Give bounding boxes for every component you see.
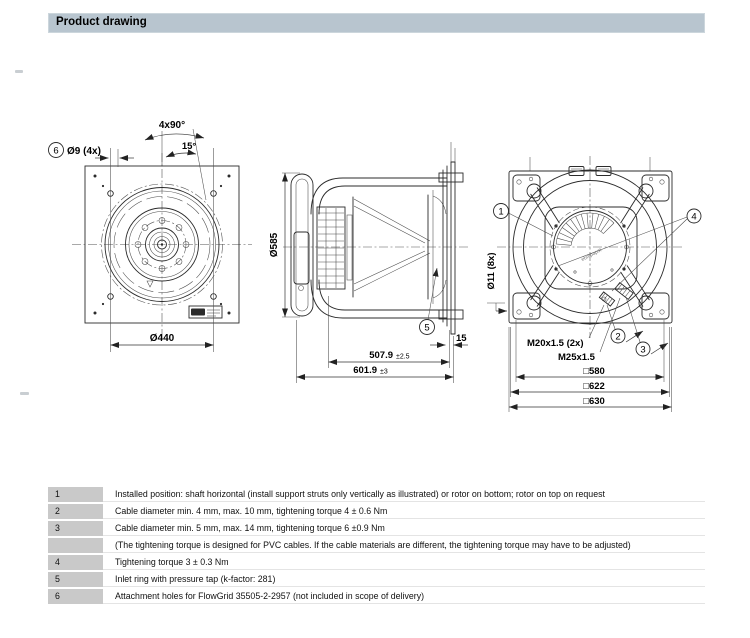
- svg-text:1: 1: [498, 206, 504, 218]
- note-number: 3: [48, 521, 103, 536]
- table-row: [48, 555, 705, 572]
- note-text: Attachment holes for FlowGrid 35505-2-2957 (not included in scope of delivery): [115, 591, 425, 601]
- cable-glands: [599, 283, 633, 306]
- table-row: [48, 538, 705, 555]
- table-row: [48, 521, 705, 538]
- callout-5: [420, 320, 435, 335]
- front-view: [49, 120, 253, 352]
- front-holes-label: Ø9 (4x): [67, 146, 101, 157]
- note-text: Installed position: shaft horizontal (install support struts only vertically as illustrated) or rotor on bottom; rotor on top on request: [115, 489, 605, 499]
- side-depth-dim: 507.9: [369, 350, 393, 361]
- svg-text:6: 6: [53, 145, 59, 157]
- svg-text:4: 4: [691, 211, 697, 223]
- table-row: [48, 487, 705, 504]
- table-row: [48, 504, 705, 521]
- svg-text:2: 2: [615, 331, 621, 343]
- note-number: 6: [48, 589, 103, 604]
- callout-4: [687, 209, 701, 223]
- table-row: [48, 572, 705, 589]
- note-number: 1: [48, 487, 103, 502]
- gland1-label: M20x1.5 (2x): [527, 338, 584, 349]
- note-text: Cable diameter min. 4 mm, max. 10 mm, tightening torque 4 ± 0.6 Nm: [115, 506, 388, 516]
- note-number: 5: [48, 572, 103, 587]
- front-angle-dim: 15°: [181, 141, 197, 152]
- note-text: Cable diameter min. 5 mm, max. 14 mm, tightening torque 6 ±0.9 Nm: [115, 523, 385, 533]
- callout-3: [636, 342, 650, 356]
- note-text: Tightening torque 3 ± 0.3 Nm: [115, 557, 229, 567]
- side-offset-dim: 15: [456, 333, 467, 344]
- note-number: 4: [48, 555, 103, 570]
- note-text: (The tightening torque is designed for PVC cables. If the cable materials are different, the tightening torque may have to be adjusted): [115, 540, 631, 550]
- rear-view: [486, 156, 701, 412]
- note-text: Inlet ring with pressure tap (k-factor: 281): [115, 574, 276, 584]
- svg-text:5: 5: [424, 322, 430, 334]
- callout-6: [49, 143, 64, 158]
- side-total-depth-dim: 601.9: [353, 365, 377, 376]
- note-number: 2: [48, 504, 103, 519]
- section-title: Product drawing: [48, 13, 705, 33]
- rotor-fins: [556, 213, 614, 245]
- side-view: [269, 142, 470, 383]
- svg-text:3: 3: [640, 344, 646, 356]
- rear-dim-580: □580: [583, 366, 605, 377]
- rear-dim-622: □622: [583, 381, 605, 392]
- side-total-depth-tol: ±3: [380, 368, 388, 376]
- brand-text: ebmpapst: [580, 247, 603, 263]
- notes-table: [48, 487, 705, 606]
- side-depth-tol: ±2.5: [396, 353, 410, 361]
- front-hole-pattern-dim: 4x90°: [158, 120, 186, 131]
- rear-holes-label: Ø11 (8x): [486, 252, 497, 290]
- front-bolt-circle-dim: Ø440: [149, 333, 175, 344]
- side-impeller-dim: Ø585: [269, 232, 280, 258]
- rear-dim-630: □630: [583, 396, 605, 407]
- callout-2: [611, 329, 625, 343]
- callout-1: [494, 204, 509, 219]
- table-row: [48, 589, 705, 606]
- logo-label: [189, 306, 222, 318]
- gland2-label: M25x1.5: [558, 352, 595, 363]
- note-number: [48, 538, 103, 553]
